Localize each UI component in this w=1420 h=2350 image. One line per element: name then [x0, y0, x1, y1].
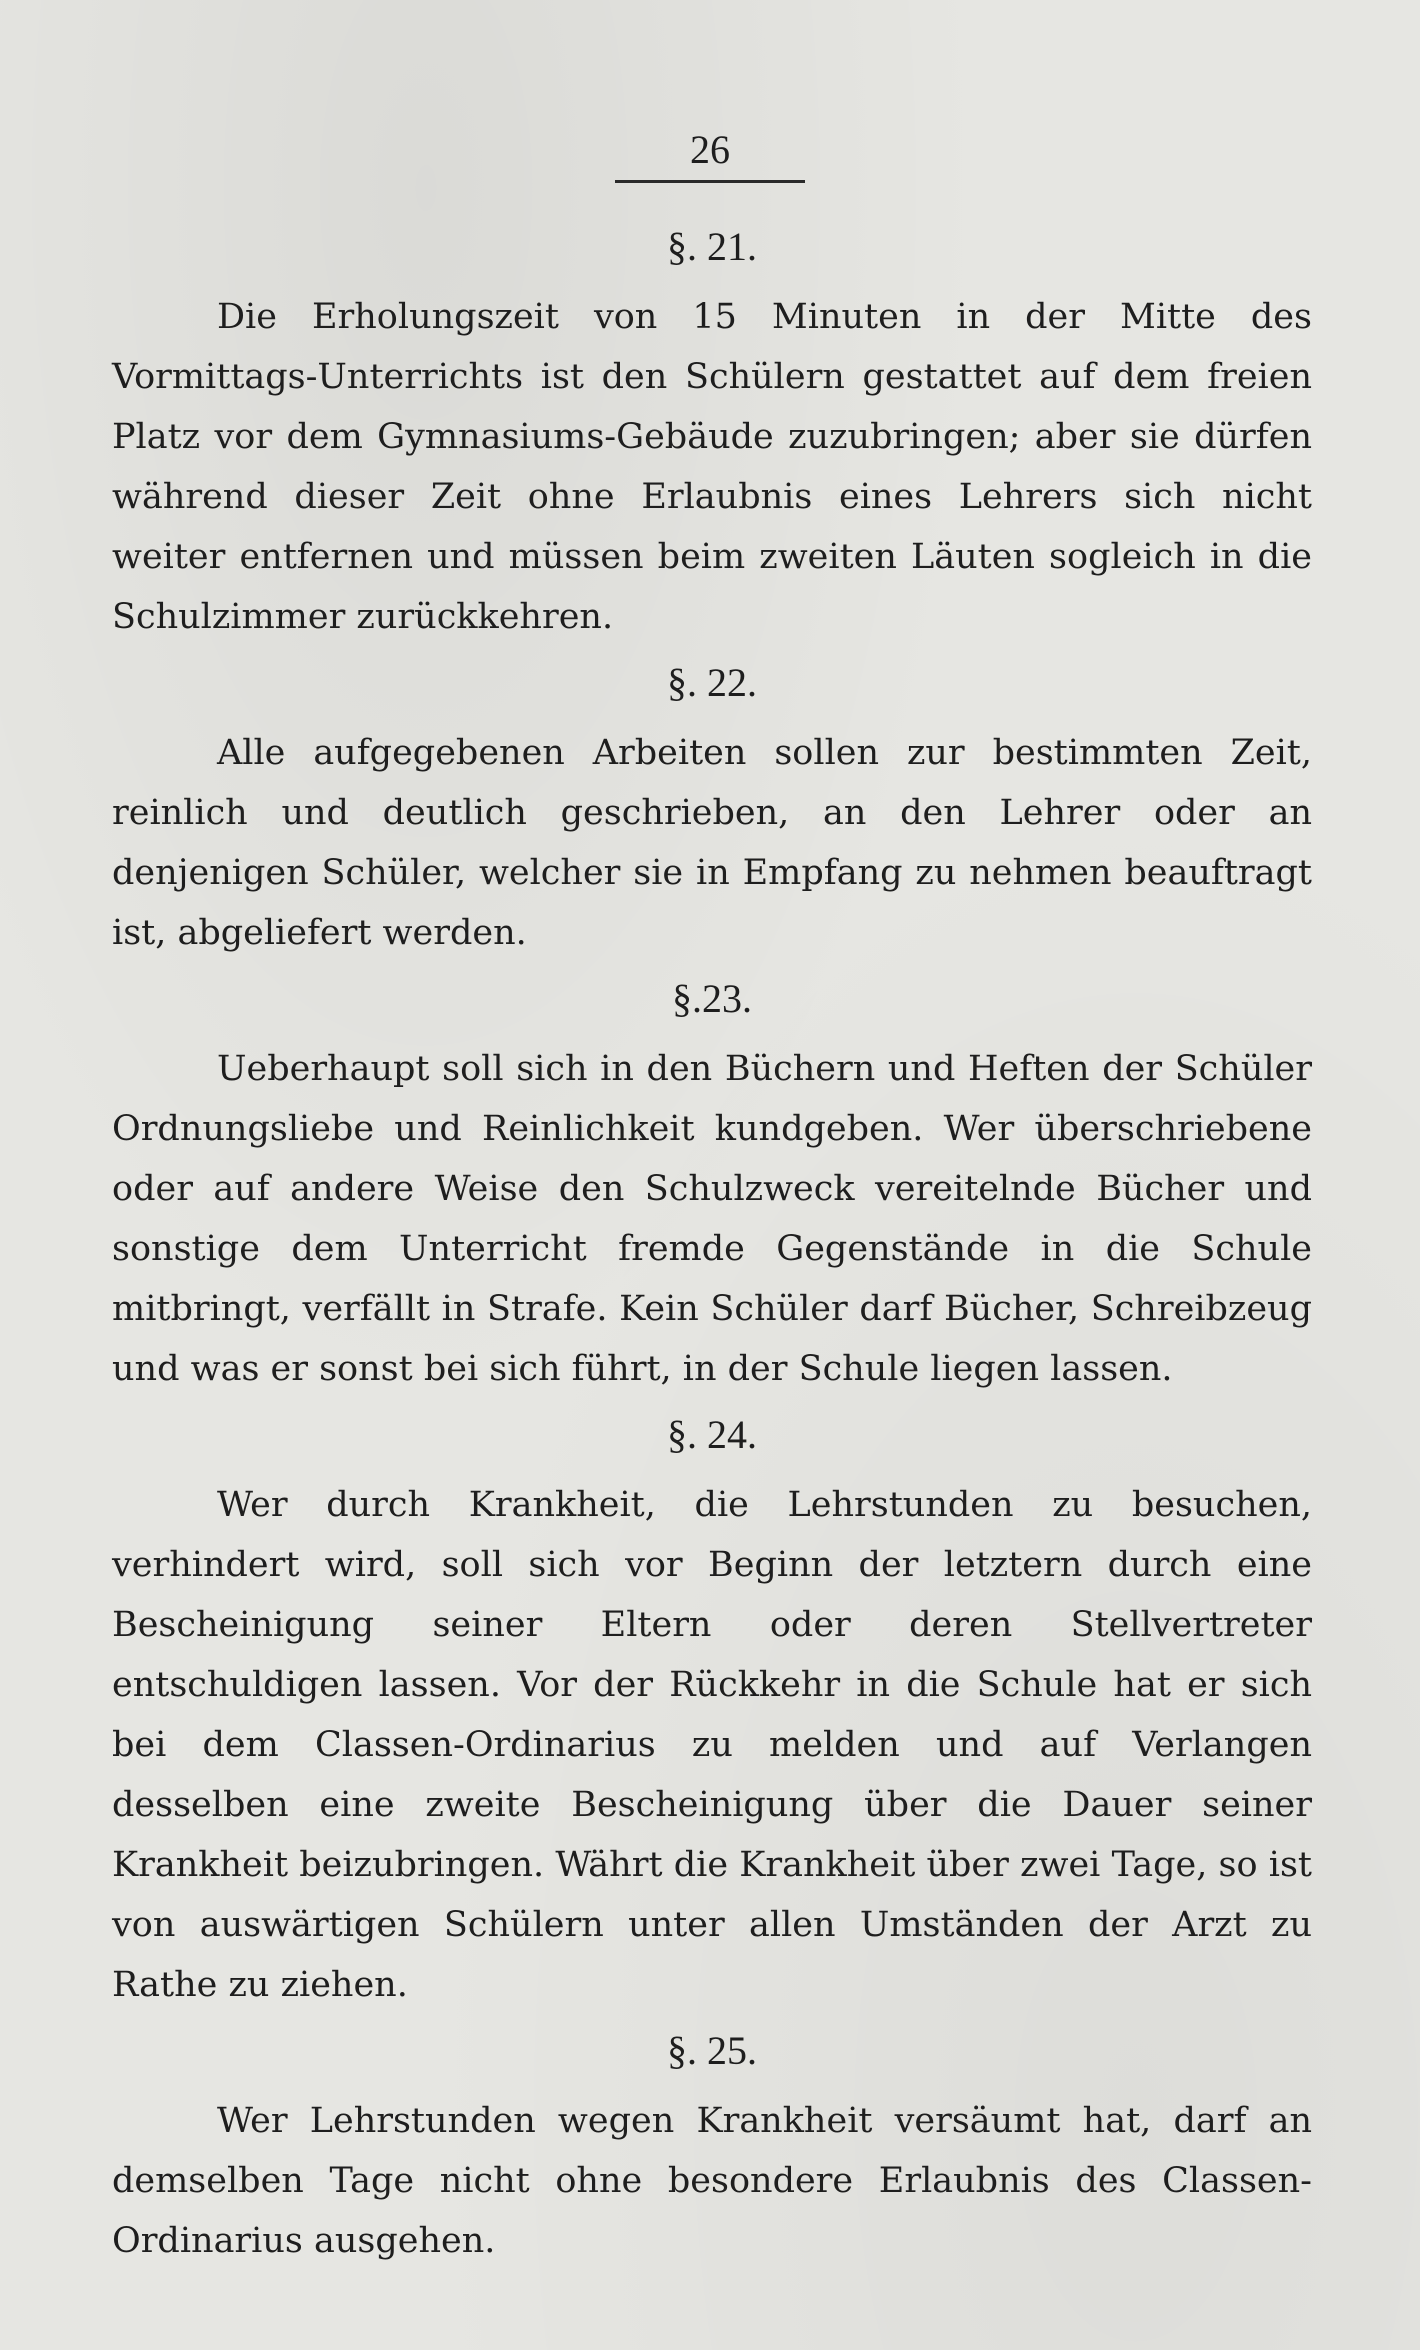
- section-heading: §. 21.: [667, 224, 757, 269]
- page-number: 26: [690, 127, 730, 172]
- section-22: [112, 657, 1312, 963]
- section-25: [112, 2025, 1312, 2271]
- section-paragraph: Wer durch Krankheit, die Lehrstunden zu besuchen, verhindert wird, soll sich vor Beginn der letztern durch eine Bescheinigung seiner Eltern oder deren Stellvertreter entschuldigen lassen. Vor der Rückkehr in die Schule hat er sich bei dem Classen-Ordinarius zu melden und auf Verlangen desselben eine zweite Bescheinigung über die Dauer seiner Krankheit beizubringen. Währt die Krankheit über zwei Tage, so ist von auswärtigen Schülern unter allen Umständen der Arzt zu Rathe zu ziehen.: [112, 1485, 1312, 2005]
- section-paragraph: Alle aufgegebenen Arbeiten sollen zur bestimmten Zeit, reinlich und deutlich geschrieben, an den Lehrer oder an denjenigen Schüler, welcher sie in Empfang zu nehmen beauftragt ist, abgeliefert werden.: [112, 733, 1312, 953]
- page-header: [0, 128, 1420, 183]
- header-rule: [615, 180, 805, 183]
- section-heading: §.23.: [672, 976, 752, 1021]
- section-heading: §. 25.: [667, 2028, 757, 2073]
- section-paragraph: Die Erholungszeit von 15 Minuten in der Mitte des Vormittags-Unterrichts ist den Schülern gestattet auf dem freien Platz vor dem Gymnasiums-Gebäude zuzubringen; aber sie dürfen während dieser Zeit ohne Erlaubnis eines Lehrers sich nicht weiter entfernen und müssen beim zweiten Läuten sogleich in die Schulzimmer zurückkehren.: [112, 297, 1312, 637]
- section-paragraph: Ueberhaupt soll sich in den Büchern und Heften der Schüler Ordnungsliebe und Reinlichkeit kundgeben. Wer überschriebene oder auf andere Weise den Schulzweck vereitelnde Bücher und sonstige dem Unterricht fremde Gegenstände in die Schule mitbringt, verfällt in Strafe. Kein Schüler darf Bücher, Schreibzeug und was er sonst bei sich führt, in der Schule liegen lassen.: [112, 1049, 1312, 1389]
- section-21: [112, 221, 1312, 647]
- section-24: [112, 1409, 1312, 2015]
- section-heading: §. 24.: [667, 1412, 757, 1457]
- section-paragraph: Wer Lehrstunden wegen Krankheit versäumt hat, darf an demselben Tage nicht ohne besondere Erlaubnis des Classen-Ordinarius ausgehen.: [112, 2101, 1312, 2261]
- section-heading: §. 22.: [667, 660, 757, 705]
- page-body: [112, 215, 1312, 2281]
- section-23: [112, 973, 1312, 1399]
